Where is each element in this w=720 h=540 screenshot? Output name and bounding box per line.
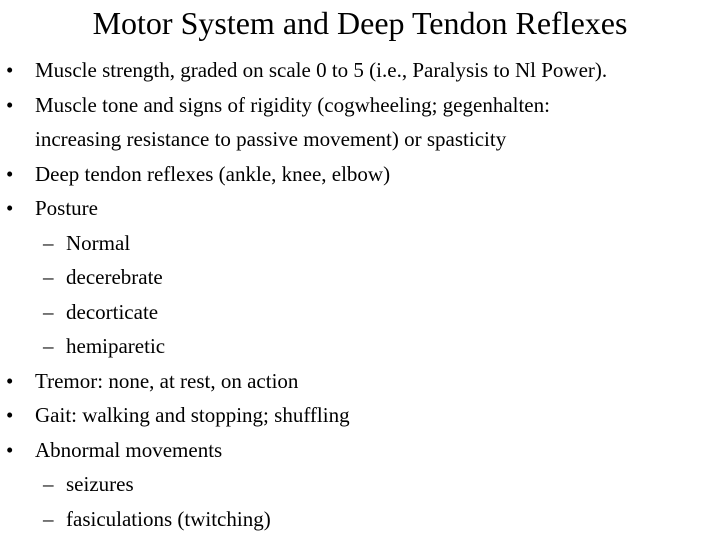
dash-marker: –	[43, 506, 54, 531]
dash-marker: –	[43, 472, 54, 496]
sub-item-text: decerebrate	[66, 265, 163, 289]
bullet-text	[35, 88, 707, 157]
sub-item-fasiculations	[0, 502, 720, 537]
bullet-marker: •	[6, 196, 14, 220]
bullet-marker: •	[6, 161, 14, 186]
bullet-marker: •	[6, 58, 14, 82]
sub-item-text: seizures	[66, 472, 134, 496]
dash-marker: –	[43, 299, 54, 324]
bullet-marker: •	[6, 92, 14, 117]
bullet-text-line-2: increasing resistance to passive movement) or spasticity	[35, 127, 507, 151]
bullet-marker: •	[6, 368, 14, 393]
sub-item-normal	[0, 226, 720, 261]
sub-item-decorticate	[0, 295, 720, 330]
bullet-marker: •	[6, 437, 14, 462]
bullet-text: Muscle strength, graded on scale 0 to 5 (i.e., Paralysis to Nl Power).	[35, 58, 608, 82]
bullet-item-muscle-tone	[0, 88, 720, 157]
slide-title: Motor System and Deep Tendon Reflexes	[92, 5, 628, 41]
bullet-item-tremor	[0, 364, 720, 399]
sub-item-text: decorticate	[66, 299, 159, 324]
bullet-item-gait	[0, 398, 720, 433]
bullet-text: Posture	[35, 196, 98, 220]
bullet-text: Abnormal movements	[35, 437, 223, 462]
dash-marker: –	[43, 230, 54, 255]
sub-item-seizures	[0, 467, 720, 502]
bullet-item-muscle-strength	[0, 53, 720, 88]
bullet-text: Deep tendon reflexes (ankle, knee, elbow)	[35, 161, 391, 186]
bullet-item-posture	[0, 191, 720, 226]
dash-marker: –	[43, 265, 54, 289]
sub-item-text: Normal	[66, 230, 131, 255]
sub-item-hemiparetic	[0, 329, 720, 364]
sub-item-text: fasiculations (twitching)	[66, 506, 271, 531]
sub-item-decerebrate	[0, 260, 720, 295]
bullet-list	[0, 53, 720, 536]
dash-marker: –	[43, 334, 54, 358]
bullet-marker: •	[6, 403, 14, 427]
bullet-text: Gait: walking and stopping; shuffling	[35, 403, 350, 427]
bullet-text: Tremor: none, at rest, on action	[35, 368, 299, 393]
sub-item-text: hemiparetic	[66, 334, 166, 358]
bullet-text-line-1: Muscle tone and signs of rigidity (cogwheeling; gegenhalten:	[35, 92, 550, 117]
bullet-item-abnormal-movements	[0, 433, 720, 468]
bullet-item-deep-tendon-reflexes	[0, 157, 720, 192]
